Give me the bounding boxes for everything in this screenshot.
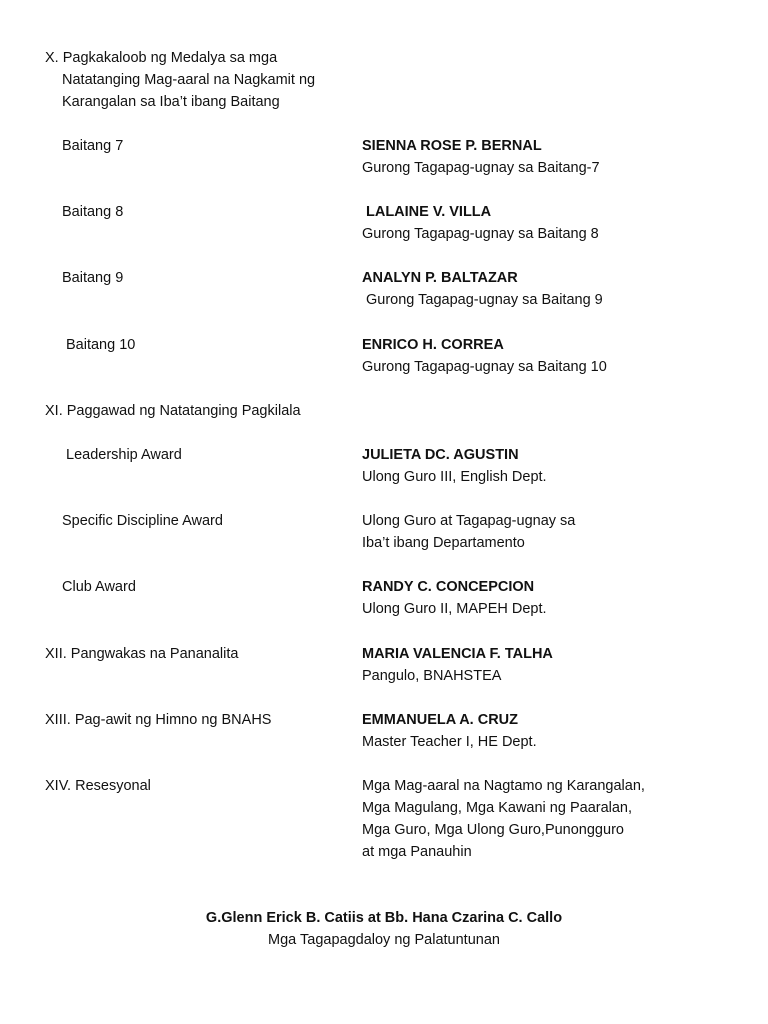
row-name-baitang-8: LALAINE V. VILLA bbox=[366, 204, 492, 220]
section-xiv-line-3: Mga Guro, Mga Ulong Guro,Punongguro bbox=[362, 822, 624, 838]
row-name-baitang-9: ANALYN P. BALTAZAR bbox=[362, 270, 518, 286]
row-role-line2-specific-discipline-award: Iba’t ibang Departamento bbox=[362, 535, 525, 551]
row-role-club-award: Ulong Guro II, MAPEH Dept. bbox=[362, 601, 547, 617]
row-label-baitang-8: Baitang 8 bbox=[62, 204, 124, 220]
section-xiii-role: Master Teacher I, HE Dept. bbox=[362, 734, 537, 750]
section-xi-heading: XI. Paggawad ng Natatanging Pagkilala bbox=[45, 403, 301, 419]
row-label-baitang-7: Baitang 7 bbox=[62, 138, 124, 154]
section-x-heading-line3: Karangalan sa Iba’t ibang Baitang bbox=[62, 94, 280, 110]
section-xiv-line-4: at mga Panauhin bbox=[362, 844, 472, 860]
row-label-club-award: Club Award bbox=[62, 579, 136, 595]
section-x-heading-line2: Natatanging Mag-aaral na Nagkamit ng bbox=[62, 72, 316, 88]
section-xiii-heading: XIII. Pag-awit ng Himno ng BNAHS bbox=[45, 712, 272, 728]
section-xiii-name: EMMANUELA A. CRUZ bbox=[362, 712, 518, 728]
row-role-baitang-9: Gurong Tagapag-ugnay sa Baitang 9 bbox=[366, 292, 603, 308]
section-xii-role: Pangulo, BNAHSTEA bbox=[362, 668, 502, 684]
footer-caption: Mga Tagapagdaloy ng Palatuntunan bbox=[268, 932, 500, 948]
row-role-line1-specific-discipline-award: Ulong Guro at Tagapag-ugnay sa bbox=[362, 513, 576, 529]
section-xiv-heading: XIV. Resesyonal bbox=[45, 778, 151, 794]
footer-hosts: G.Glenn Erick B. Catiis at Bb. Hana Czarina C. Callo bbox=[205, 910, 563, 926]
row-role-baitang-8: Gurong Tagapag-ugnay sa Baitang 8 bbox=[362, 226, 599, 242]
row-name-leadership-award: JULIETA DC. AGUSTIN bbox=[362, 447, 519, 463]
section-xii-name: MARIA VALENCIA F. TALHA bbox=[362, 646, 553, 662]
row-label-leadership-award: Leadership Award bbox=[66, 447, 182, 463]
row-name-baitang-10: ENRICO H. CORREA bbox=[362, 337, 504, 353]
row-label-baitang-10: Baitang 10 bbox=[66, 337, 136, 353]
row-label-specific-discipline-award: Specific Discipline Award bbox=[62, 513, 223, 529]
row-role-leadership-award: Ulong Guro III, English Dept. bbox=[362, 469, 547, 485]
row-name-baitang-7: SIENNA ROSE P. BERNAL bbox=[362, 138, 542, 154]
row-role-baitang-7: Gurong Tagapag-ugnay sa Baitang-7 bbox=[362, 160, 600, 176]
row-label-baitang-9: Baitang 9 bbox=[62, 270, 124, 286]
section-xii-heading: XII. Pangwakas na Pananalita bbox=[45, 646, 239, 662]
row-role-baitang-10: Gurong Tagapag-ugnay sa Baitang 10 bbox=[362, 359, 607, 375]
section-xiv-line-1: Mga Mag-aaral na Nagtamo ng Karangalan, bbox=[362, 778, 645, 794]
section-x-heading-line1: X. Pagkakaloob ng Medalya sa mga bbox=[45, 50, 278, 66]
row-name-club-award: RANDY C. CONCEPCION bbox=[362, 579, 535, 595]
section-xiv-line-2: Mga Magulang, Mga Kawani ng Paaralan, bbox=[362, 800, 633, 816]
